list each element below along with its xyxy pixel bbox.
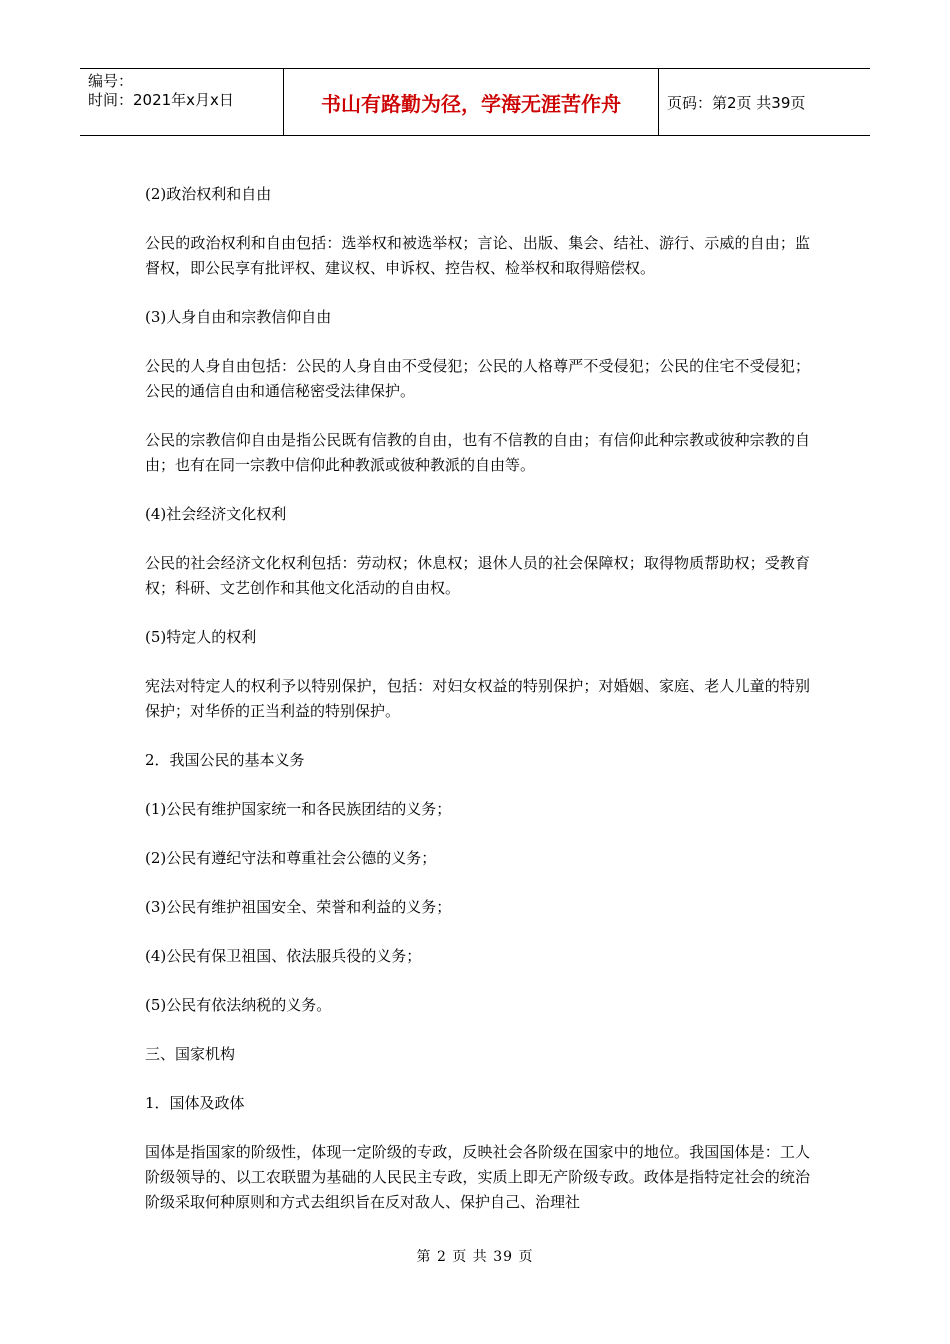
section-heading: (4)社会经济文化权利 (145, 505, 287, 523)
header-page-number: 页码：第2页 共39页 (667, 93, 806, 112)
body-paragraph: 宪法对特定人的权利予以特别保护，包括：对妇女权益的特别保护；对婚姻、家庭、老人儿童的特别保护；对华侨的正当利益的特别保护。 (145, 677, 810, 720)
document-date: 时间：2021年x月x日 (88, 91, 234, 109)
body-paragraph: 公民的宗教信仰自由是指公民既有信教的自由，也有不信教的自由；有信仰此种宗教或彼种宗教的自由；也有在同一宗教中信仰此种教派或彼种教派的自由等。 (145, 431, 810, 474)
section-heading: (5)特定人的权利 (145, 628, 257, 646)
page-header (80, 68, 870, 136)
header-motto: 书山有路勤为径，学海无涯苦作舟 (283, 69, 659, 135)
body-paragraph: 公民的社会经济文化权利包括：劳动权；休息权；退休人员的社会保障权；取得物质帮助权；受教育权；科研、文艺创作和其他文化活动的自由权。 (145, 554, 810, 597)
section-heading: (3)人身自由和宗教信仰自由 (145, 308, 332, 326)
section-heading: 2．我国公民的基本义务 (145, 751, 305, 769)
body-paragraph: 公民的政治权利和自由包括：选举权和被选举权；言论、出版、集会、结社、游行、示威的自由；监督权，即公民享有批评权、建议权、申诉权、控告权、检举权和取得赔偿权。 (145, 234, 810, 277)
header-meta (80, 69, 283, 135)
page-footer: 第 2 页 共 39 页 (416, 1249, 534, 1265)
chapter-heading: 三、国家机构 (145, 1045, 236, 1063)
list-item: (5)公民有依法纳税的义务。 (145, 996, 332, 1014)
document-body (145, 182, 810, 1239)
list-item: (2)公民有遵纪守法和尊重社会公德的义务； (145, 849, 437, 867)
list-item: (3)公民有维护祖国安全、荣誉和利益的义务； (145, 898, 452, 916)
document-number-label: 编号： (88, 72, 134, 90)
body-paragraph: 国体是指国家的阶级性，体现一定阶级的专政，反映社会各阶级在国家中的地位。我国国体是：工人阶级领导的、以工农联盟为基础的人民民主专政，实质上即无产阶级专政。政体是指特定社会的统治阶级采取何种原则和方式去组织旨在反对敌人、保护自己、治理社 (145, 1143, 810, 1211)
section-heading: 1．国体及政体 (145, 1094, 245, 1112)
body-paragraph: 公民的人身自由包括：公民的人身自由不受侵犯；公民的人格尊严不受侵犯；公民的住宅不受侵犯；公民的通信自由和通信秘密受法律保护。 (145, 357, 810, 400)
list-item: (4)公民有保卫祖国、依法服兵役的义务； (145, 947, 422, 965)
list-item: (1)公民有维护国家统一和各民族团结的义务； (145, 800, 452, 818)
section-heading: (2)政治权利和自由 (145, 185, 272, 203)
